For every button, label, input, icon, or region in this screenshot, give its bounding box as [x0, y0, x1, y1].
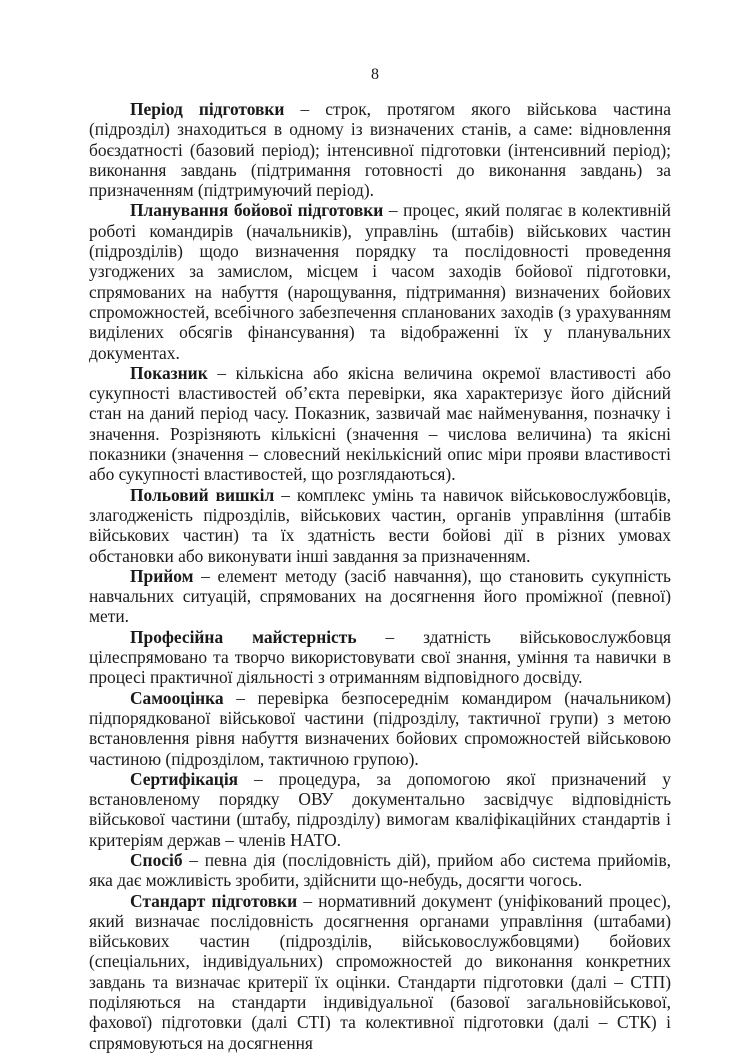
glossary-definition: – процес, який полягає в колективній роботі командирів (начальників), управлінь (штабів) військових частин (підрозділів) щодо визначення порядку та послідовності проведення узгоджених за замислом, місцем і часом заходів бойової підготовки, спрямованих на набуття (нарощування, підтримання) визначених бойових спроможностей, всебічного забезпечення спланованих заходів (з урахуванням виділених обсягів фінансування) та відображенні їх у планувальних документах. — [89, 200, 671, 363]
glossary-definition: – нормативний документ (уніфікований процес), який визначає послідовність досягнення органами управління (штабами) військових частин (підрозділів, військовослужбовцями) бойових (спеціальних, індивідуальних) спроможностей до виконання конкретних завдань та визначає критерії їх оцінки. Стандарти підготовки (далі – СТП) поділяються на стандарти індивідуальної (базової загальновійськової, фахової) підготовки (далі СТІ) та колективної підготовки (далі – СТК) і спрямовуються на досягнення — [89, 890, 671, 1053]
glossary-entry-field-training — [89, 485, 671, 566]
glossary-term: Самооцінка — [130, 687, 224, 708]
glossary-entry-training-standard — [89, 891, 671, 1053]
glossary-term: Стандарт підготовки — [130, 890, 298, 911]
glossary-body — [89, 99, 671, 1053]
glossary-definition: – процедура, за допомогою якої призначений у встановленому порядку ОВУ документально засвідчує відповідність військової частини (штабу, підрозділу) вимогам кваліфікаційних стандартів і критеріям держав – членів НАТО. — [89, 768, 671, 850]
page-number: 8 — [371, 66, 379, 83]
glossary-definition: – здатність військовослужбовця цілеспрямовано та творчо використовувати свої знання, уміння та навички в процесі практичної діяльності з отриманням відповідного досвіду. — [89, 626, 671, 688]
glossary-entry-technique — [89, 566, 671, 627]
glossary-term: Показник — [130, 362, 208, 383]
glossary-definition: – комплекс умінь та навичок військовослужбовців, злагодженість підрозділів, військових частин, органів управління (штабів військових частин) та їх здатність вести бойові дії в різних умовах обстановки або виконувати інші завдання за призначенням. — [89, 484, 671, 566]
glossary-term: Період підготовки — [130, 99, 285, 119]
glossary-term: Сертифікація — [130, 768, 239, 789]
glossary-entry-method — [89, 850, 671, 891]
glossary-term: Спосіб — [130, 849, 183, 870]
glossary-definition: – перевірка безпосереднім командиром (начальником) підпорядкованої військової частини (підрозділу, тактичної групи) з метою встановлення рівня набуття визначених бойових спроможностей військовою частиною (підрозділом, тактичною групою). — [89, 687, 671, 769]
glossary-entry-professional-mastery — [89, 627, 671, 688]
glossary-definition: – певна дія (послідовність дій), прийом або система прийомів, яка дає можливість зробити, здійснити що-небудь, досягти чогось. — [89, 849, 671, 891]
glossary-definition: – елемент методу (засіб навчання), що становить сукупність навчальних ситуацій, спрямованих на досягнення його проміжної (певної) мети. — [89, 565, 671, 627]
glossary-entry-self-assessment — [89, 688, 671, 769]
glossary-entry-indicator — [89, 363, 671, 485]
glossary-entry-combat-training-planning — [89, 200, 671, 362]
glossary-entry-training-period — [89, 99, 671, 200]
glossary-definition: – строк, протягом якого військова частина (підрозділ) знаходиться в одному із визначених станів, а саме: відновлення боєздатності (базовий період); інтенсивної підготовки (інтенсивний період); виконання завдань (підтримання готовності до виконання завдань) за призначенням (підтримуючий період). — [89, 99, 671, 201]
glossary-term: Польовий вишкіл — [130, 484, 275, 505]
glossary-term: Прийом — [130, 565, 194, 586]
glossary-term: Професійна майстерність — [130, 626, 357, 647]
glossary-entry-certification — [89, 769, 671, 850]
glossary-definition: – кількісна або якісна величина окремої властивості або сукупності властивостей об’єкта перевірки, яка характеризує його дійсний стан на даний період часу. Показник, зазвичай має найменування, позначку і значення. Розрізняють кількісні (значення – числова величина) та якісні показники (значення – словесний некількісний опис міри прояви властивості або сукупності властивостей, що розглядаються). — [89, 362, 671, 485]
glossary-term: Планування бойової підготовки — [130, 200, 384, 221]
